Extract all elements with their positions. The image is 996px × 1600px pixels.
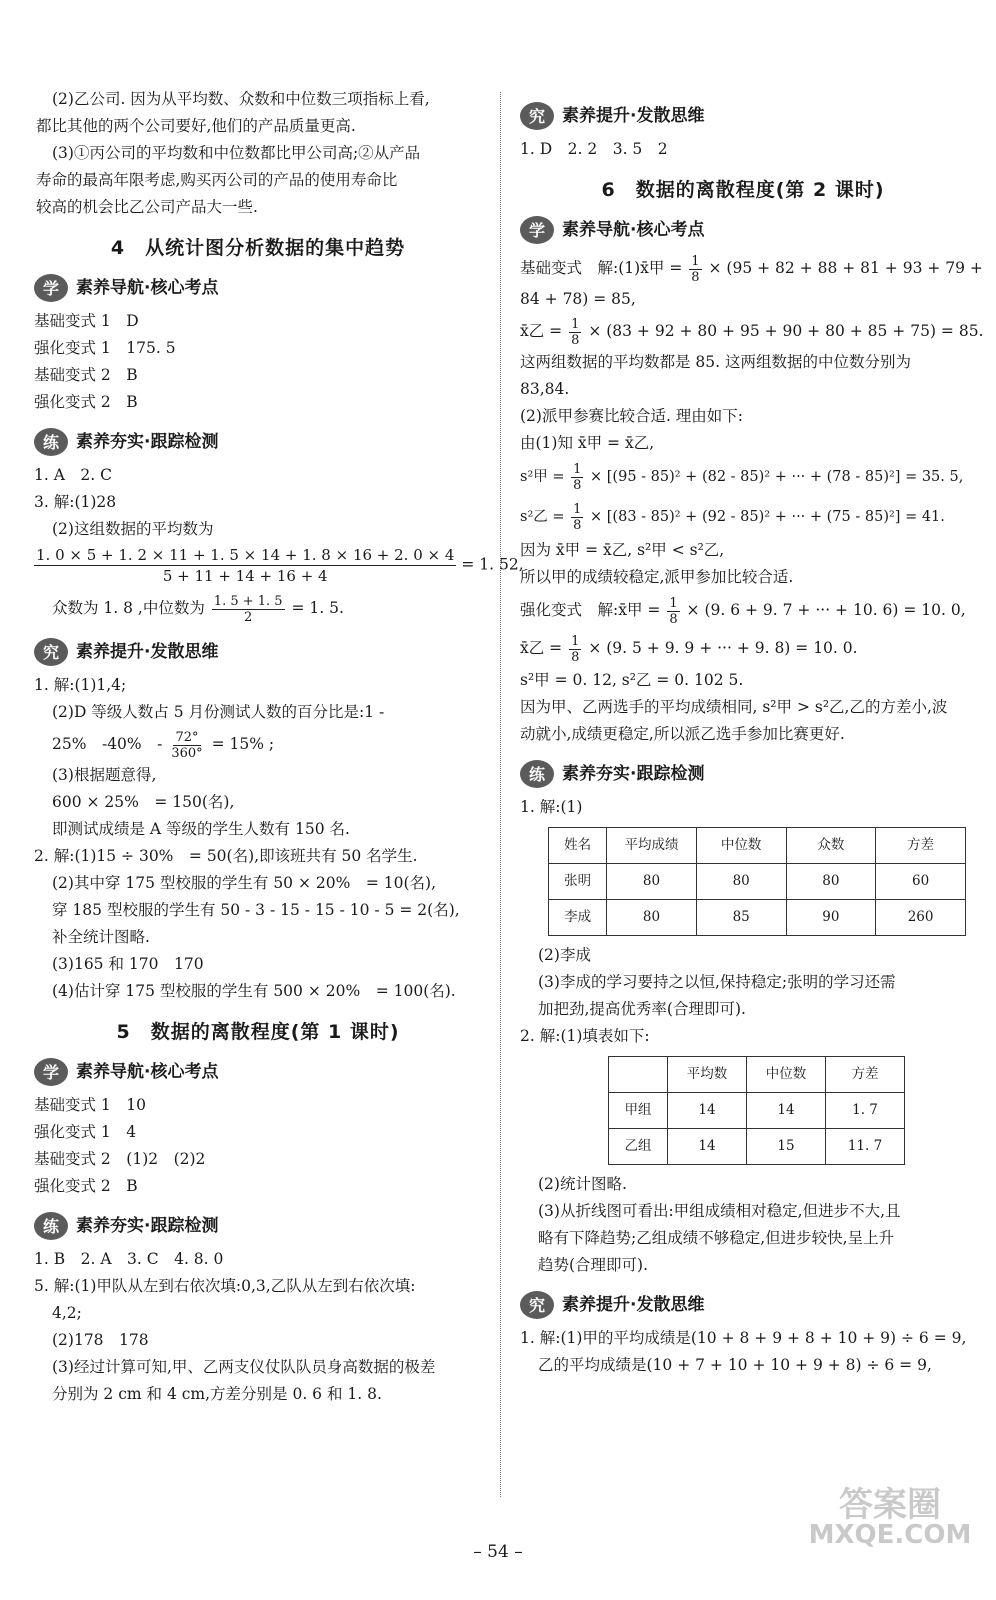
mean-result: = 1. 52, — [461, 555, 524, 574]
answer-line: 略有下降趋势;乙组成绩不够稳定,但进步较快,呈上升 — [538, 1229, 895, 1247]
answer-line: 趋势(合理即可). — [538, 1256, 649, 1274]
section-jiu-header — [520, 102, 966, 130]
one-eighth-fraction — [571, 462, 583, 493]
jiu-badge-icon: 究 — [520, 1291, 554, 1319]
answer-line: 600 × 25% = 150(名), — [52, 793, 235, 811]
chapter-6-title: 6 数据的离散程度(第 2 课时) — [601, 179, 885, 201]
watermark-logo — [790, 1485, 990, 1550]
table-header-cell: 方差 — [876, 828, 966, 864]
fraction-denominator: 8 — [691, 269, 700, 285]
table-header-cell — [609, 1057, 668, 1093]
answer-line: (2)这组数据的平均数为 — [52, 520, 214, 538]
table-header-cell: 中位数 — [696, 828, 786, 864]
table-cell: 60 — [876, 864, 966, 900]
table-cell: 80 — [786, 864, 876, 900]
section-lian-header — [520, 760, 966, 788]
table-row — [549, 900, 966, 936]
answer-line: (2)D 等级人数占 5 月份测试人数的百分比是:1 - — [52, 703, 385, 721]
section-title: 素养提升·发散思维 — [562, 1294, 705, 1315]
section-xue-header — [34, 274, 482, 302]
watermark-bottom: MXQE.COM — [808, 1520, 972, 1550]
fraction-denominator: 8 — [573, 517, 582, 533]
table-cell: 甲组 — [609, 1093, 668, 1129]
section-lian-header — [34, 428, 482, 456]
table-cell: 11. 7 — [826, 1129, 905, 1165]
formula-text: x̄乙 = — [520, 639, 563, 657]
chapter-5-title: 5 数据的离散程度(第 1 课时) — [116, 1021, 400, 1043]
answer-line: 1. 解:(1)甲的平均成绩是(10 + 8 + 9 + 8 + 10 + 9) ÷ 6 = 9, — [520, 1329, 967, 1347]
one-eighth-fraction — [689, 254, 701, 285]
answer-line: 84 + 78) = 85, — [520, 290, 636, 308]
answer-line: (3)李成的学习要持之以恒,保持稳定;张明的学习还需 — [538, 973, 896, 991]
table-cell: 80 — [696, 864, 786, 900]
intro-line-5: 较高的机会比乙公司产品大一些. — [36, 198, 258, 216]
percent-result: = 15% ; — [211, 735, 275, 753]
answer-line: s²甲 = 0. 12, s²乙 = 0. 102 5. — [520, 671, 744, 689]
answer-line: (2)统计图略. — [538, 1175, 627, 1193]
formula-text: × [(83 - 85)² + (92 - 85)² + ··· + (75 - 85)²] = 41. — [590, 509, 945, 525]
one-eighth-fraction — [667, 596, 679, 627]
answer-line: 因为甲、乙两选手的平均成绩相同, s²甲 > s²乙,乙的方差小,波 — [520, 698, 948, 716]
lian-badge-icon: 练 — [520, 760, 554, 788]
answer-line: 1. 解:(1)1,4; — [34, 676, 127, 694]
answer-line: 1. B 2. A 3. C 4. 8. 0 — [34, 1250, 224, 1268]
lian-badge-icon: 练 — [34, 1212, 68, 1240]
formula-line — [520, 629, 966, 667]
formula-text: 基础变式 解:(1)x̄甲 = — [520, 259, 683, 277]
answer-line: 基础变式 1 10 — [34, 1096, 147, 1114]
percent-line — [34, 726, 482, 762]
table-cell: 80 — [607, 864, 697, 900]
table-cell: 260 — [876, 900, 966, 936]
table-cell: 14 — [668, 1093, 747, 1129]
section-title: 素养夯实·跟踪检测 — [76, 431, 219, 452]
answer-line: 5. 解:(1)甲队从左到右依次填:0,3,乙队从左到右依次填: — [34, 1277, 416, 1295]
answer-line: 加把劲,提高优秀率(合理即可). — [538, 1000, 746, 1018]
table-cell: 14 — [668, 1129, 747, 1165]
answer-line: (3)经过计算可知,甲、乙两支仪仗队队员身高数据的极差 — [52, 1358, 436, 1376]
jiu-badge-icon: 究 — [34, 638, 68, 666]
formula-text: × [(95 - 85)² + (82 - 85)² + ··· + (78 - 85)²] = 35. 5, — [590, 469, 964, 485]
answer-line: 1. D 2. 2 3. 5 2 — [520, 140, 668, 158]
intro-line-4: 寿命的最高年限考虑,购买丙公司的产品的使用寿命比 — [36, 171, 398, 189]
right-column — [520, 86, 984, 1379]
answer-line: (3)从折线图可看出:甲组成绩相对稳定,但进步不大,且 — [538, 1202, 901, 1220]
section-title: 素养提升·发散思维 — [76, 641, 219, 662]
answer-line: 强化变式 1 4 — [34, 1123, 137, 1141]
chapter-4-title: 4 从统计图分析数据的集中趋势 — [110, 237, 406, 259]
table-cell: 15 — [747, 1129, 826, 1165]
table-cell: 85 — [696, 900, 786, 936]
answer-line: 3. 解:(1)28 — [34, 493, 117, 511]
fraction-denominator: 8 — [573, 477, 582, 493]
mean-formula-line — [34, 545, 524, 586]
fraction-denominator: 8 — [669, 611, 678, 627]
table-header-row — [609, 1057, 905, 1093]
answer-line: (2)李成 — [538, 946, 591, 964]
percent-text: 25% -40% - — [52, 735, 163, 753]
median-result: = 1. 5. — [291, 599, 344, 617]
fraction-numerator: 1 — [669, 595, 678, 611]
one-eighth-fraction — [569, 634, 581, 665]
answer-line: (2)派甲参赛比较合适. 理由如下: — [520, 407, 744, 425]
page-number: – 54 – — [473, 1542, 523, 1562]
formula-line — [520, 457, 966, 497]
fraction-numerator: 1 — [571, 316, 580, 332]
median-numerator: 1. 5 + 1. 5 — [213, 593, 283, 609]
table-header-cell: 平均成绩 — [607, 828, 697, 864]
watermark-top: 答案圈 — [839, 1485, 941, 1525]
table-cell: 14 — [747, 1093, 826, 1129]
answer-line: 基础变式 1 D — [34, 312, 139, 330]
formula-text: × (9. 5 + 9. 9 + ··· + 9. 8) = 10. 0. — [588, 639, 858, 657]
section-title: 素养夯实·跟踪检测 — [76, 1215, 219, 1236]
answer-line: 即测试成绩是 A 等级的学生人数有 150 名. — [52, 820, 350, 838]
section-xue-header — [520, 216, 966, 244]
fraction-denominator: 8 — [571, 649, 580, 665]
answer-line: 强化变式 2 B — [34, 393, 138, 411]
answer-line: 83,84. — [520, 380, 570, 398]
answer-line: 2. 解:(1)15 ÷ 30% = 50(名),即该班共有 50 名学生. — [34, 847, 418, 865]
lian-badge-icon: 练 — [34, 428, 68, 456]
formula-text: s²甲 = — [520, 469, 565, 485]
answer-line: 补全统计图略. — [52, 928, 150, 946]
mean-numerator: 1. 0 × 5 + 1. 2 × 11 + 1. 5 × 14 + 1. 8 × 16 + 2. 0 × 4 — [36, 546, 455, 564]
formula-line — [520, 313, 984, 349]
fraction-numerator: 1 — [571, 633, 580, 649]
mean-denominator: 5 + 11 + 14 + 16 + 4 — [162, 567, 328, 585]
table-header-cell: 众数 — [786, 828, 876, 864]
answer-line: 1. A 2. C — [34, 466, 112, 484]
left-column — [34, 86, 524, 1408]
one-eighth-fraction — [571, 502, 583, 533]
table-header-cell: 中位数 — [747, 1057, 826, 1093]
section-title: 素养夯实·跟踪检测 — [562, 763, 705, 784]
answer-line: (3)根据题意得, — [52, 766, 157, 784]
formula-text: 强化变式 解:x̄甲 = — [520, 601, 661, 619]
table-header-cell: 方差 — [826, 1057, 905, 1093]
section-jiu-header — [34, 638, 482, 666]
mode-median-line — [34, 590, 482, 626]
formula-text: × (83 + 92 + 80 + 95 + 90 + 80 + 85 + 75) = 85. — [588, 322, 984, 340]
table-cell: 1. 7 — [826, 1093, 905, 1129]
section-xue-header — [34, 1058, 482, 1086]
table-header-cell: 平均数 — [668, 1057, 747, 1093]
one-eighth-fraction — [569, 317, 581, 348]
angle-fraction — [169, 730, 204, 761]
table-cell: 张明 — [549, 864, 607, 900]
fraction-numerator: 1 — [573, 501, 582, 517]
section-title: 素养导航·核心考点 — [562, 219, 705, 240]
answer-line: 因为 x̄甲 = x̄乙, s²甲 < s²乙, — [520, 541, 725, 559]
answer-line: 这两组数据的平均数都是 85. 这两组数据的中位数分别为 — [520, 353, 912, 371]
section-lian-header — [34, 1212, 482, 1240]
table-cell: 80 — [607, 900, 697, 936]
formula-line — [520, 497, 966, 537]
fraction-numerator: 1 — [691, 253, 700, 269]
median-fraction — [212, 594, 285, 625]
formula-text: × (95 + 82 + 88 + 81 + 93 + 79 + — [708, 259, 983, 277]
intro-line-1: (2)乙公司. 因为从平均数、众数和中位数三项指标上看, — [52, 90, 430, 108]
answer-line: 强化变式 2 B — [34, 1177, 138, 1195]
answer-line: 动就小,成绩更稳定,所以派乙选手参加比赛更好. — [520, 725, 845, 743]
xue-badge-icon: 学 — [34, 1058, 68, 1086]
table-cell: 90 — [786, 900, 876, 936]
answer-line: 强化变式 1 175. 5 — [34, 339, 176, 357]
table-header-cell: 姓名 — [549, 828, 607, 864]
section-title: 素养提升·发散思维 — [562, 105, 705, 126]
table-cell: 乙组 — [609, 1129, 668, 1165]
intro-line-2: 都比其他的两个公司要好,他们的产品质量更高. — [36, 117, 356, 135]
xue-badge-icon: 学 — [34, 274, 68, 302]
answer-line: (4)估计穿 175 型校服的学生有 500 × 20% = 100(名). — [52, 982, 456, 1000]
answer-line: 所以甲的成绩较稳定,派甲参加比较合适. — [520, 568, 794, 586]
formula-text: x̄乙 = — [520, 322, 563, 340]
table-row — [609, 1093, 905, 1129]
formula-text: s²乙 = — [520, 509, 565, 525]
jiu-badge-icon: 究 — [520, 102, 554, 130]
formula-line — [520, 591, 966, 629]
answer-line: 4,2; — [52, 1304, 82, 1322]
answer-line: 基础变式 2 B — [34, 366, 138, 384]
answer-line: 2. 解:(1)填表如下: — [520, 1027, 650, 1045]
angle-numerator: 72° — [175, 729, 199, 745]
mode-median-text: 众数为 1. 8 ,中位数为 — [52, 599, 205, 617]
answer-line: 由(1)知 x̄甲 = x̄乙, — [520, 434, 655, 452]
answer-line: (2)178 178 — [52, 1331, 149, 1349]
table-row — [549, 864, 966, 900]
formula-text: × (9. 6 + 9. 7 + ··· + 10. 6) = 10. 0, — [686, 601, 966, 619]
answer-line: 分别为 2 cm 和 4 cm,方差分别是 0. 6 和 1. 8. — [52, 1385, 382, 1403]
intro-line-3: (3)①丙公司的平均数和中位数都比甲公司高;②从产品 — [52, 144, 421, 162]
answer-line: 乙的平均成绩是(10 + 7 + 10 + 10 + 9 + 8) ÷ 6 = 9, — [538, 1356, 932, 1374]
answer-line: 穿 185 型校服的学生有 50 - 3 - 15 - 15 - 10 - 5 = 2(名), — [52, 901, 460, 919]
answer-line: (3)165 和 170 170 — [52, 955, 204, 973]
section-jiu-header — [520, 1291, 966, 1319]
median-denominator: 2 — [244, 609, 253, 625]
section-title: 素养导航·核心考点 — [76, 1061, 219, 1082]
score-table-2 — [608, 1056, 905, 1165]
column-divider — [500, 92, 501, 1497]
answer-line: 1. 解:(1) — [520, 798, 583, 816]
table-cell: 李成 — [549, 900, 607, 936]
fraction-denominator: 8 — [571, 332, 580, 348]
fraction-numerator: 1 — [573, 461, 582, 477]
table-header-row — [549, 828, 966, 864]
formula-line — [520, 250, 983, 286]
table-row — [609, 1129, 905, 1165]
score-table-1 — [548, 827, 966, 936]
angle-denominator: 360° — [171, 745, 203, 761]
mean-fraction — [34, 545, 456, 586]
answer-line: 基础变式 2 (1)2 (2)2 — [34, 1150, 206, 1168]
section-title: 素养导航·核心考点 — [76, 277, 219, 298]
answer-line: (2)其中穿 175 型校服的学生有 50 × 20% = 10(名), — [52, 874, 436, 892]
xue-badge-icon: 学 — [520, 216, 554, 244]
